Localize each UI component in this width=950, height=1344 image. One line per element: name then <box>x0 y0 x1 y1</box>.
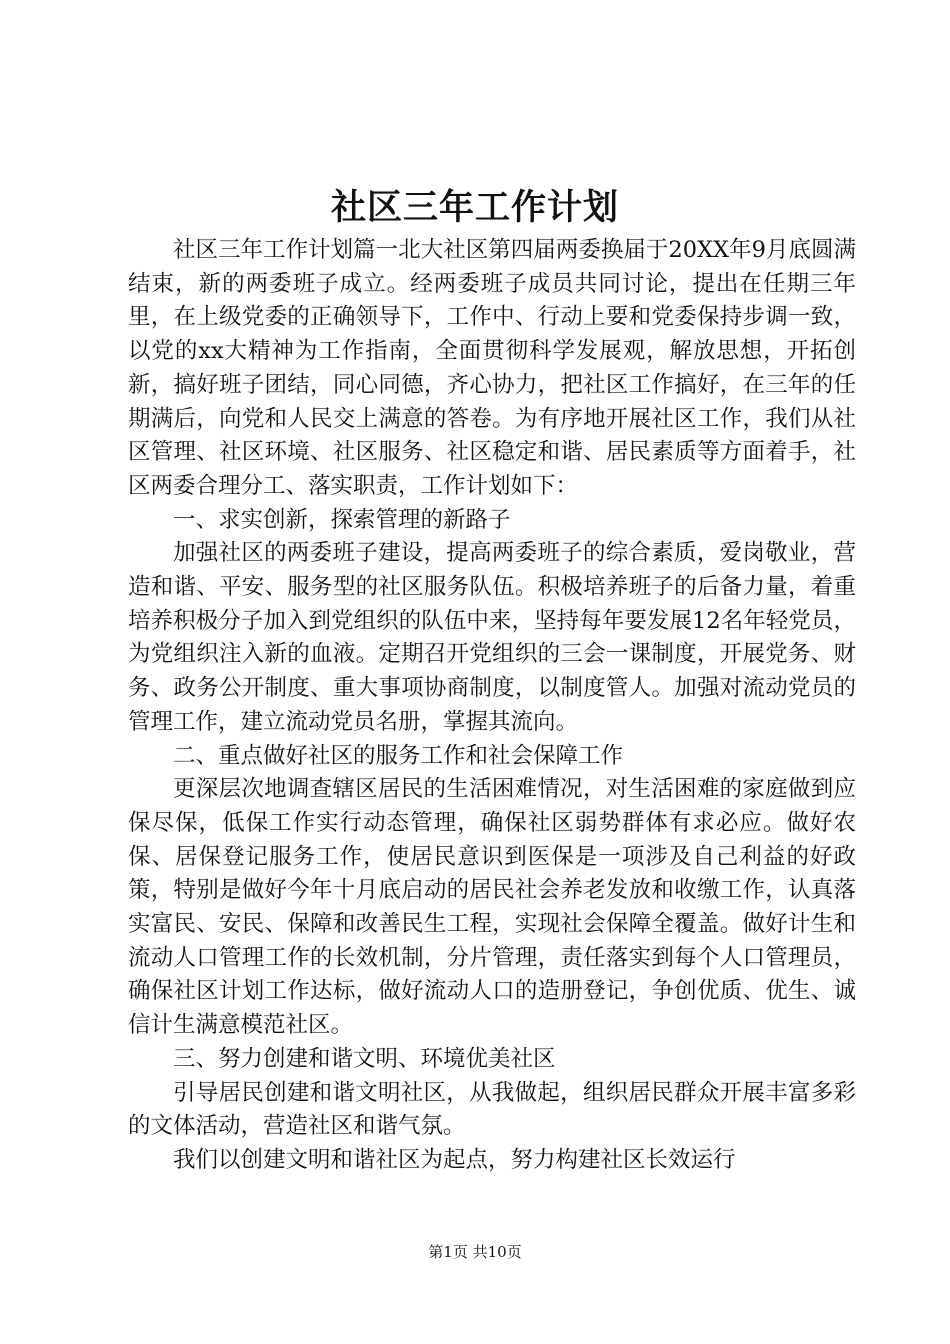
page-title: 社区三年工作计划 <box>330 187 619 228</box>
page-indicator: 第1页 共10页 <box>428 1243 522 1261</box>
section-heading-2: 二、重点做好社区的服务工作和社会保障工作 <box>173 742 624 769</box>
section-heading-1: 一、求实创新，探索管理的新路子 <box>173 506 511 533</box>
document-body <box>128 234 856 1178</box>
section-heading-3: 三、努力创建和谐文明、环境优美社区 <box>173 1045 556 1072</box>
page-footer <box>0 1241 950 1263</box>
paragraph-intro: 社区三年工作计划篇一北大社区第四届两委换届于20XX年9月底圆满结束，新的两委班子成立。经两委班子成员共同讨论，提出在任期三年里，在上级党委的正确领导下，工作中、行动上要和党委保持步调一致，以党的xx大精神为工作指南，全面贯彻科学发展观，解放思想，开拓创新，搞好班子团结，同心同德，齐心协力，把社区工作搞好，在三年的任期满后，向党和人民交上满意的答卷。为有序地开展社区工作，我们从社区管理、社区环境、社区服务、社区稳定和谐、居民素质等方面着手，社区两委合理分工、落实职责，工作计划如下： <box>128 237 856 499</box>
paragraph-section-2: 更深层次地调查辖区居民的生活困难情况，对生活困难的家庭做到应保尽保，低保工作实行动态管理，确保社区弱势群体有求必应。做好农保、居保登记服务工作，使居民意识到医保是一项涉及自己利益的好政策，特别是做好今年十月底启动的居民社会养老发放和收缴工作，认真落实富民、安民、保障和改善民生工程，实现社会保障全覆盖。做好计生和流动人口管理工作的长效机制，分片管理，责任落实到每个人口管理员，确保社区计划工作达标，做好流动人口的造册登记，争创优质、优生、诚信计生满意模范社区。 <box>128 776 856 1039</box>
paragraph-section-1: 加强社区的两委班子建设，提高两委班子的综合素质，爱岗敬业，营造和谐、平安、服务型的社区服务队伍。积极培养班子的后备力量，着重培养积极分子加入到党组织的队伍中来，坚持每年要发展12名年轻党员，为党组织注入新的血液。定期召开党组织的三会一课制度，开展党务、财务、政务公开制度、重大事项协商制度，以制度管人。加强对流动党员的管理工作，建立流动党员名册，掌握其流向。 <box>128 540 856 735</box>
paragraph-section-3a: 引导居民创建和谐文明社区，从我做起，组织居民群众开展丰富多彩的文体活动，营造社区和谐气氛。 <box>128 1079 856 1140</box>
paragraph-section-3b: 我们以创建文明和谐社区为起点，努力构建社区长效运行 <box>173 1146 736 1173</box>
